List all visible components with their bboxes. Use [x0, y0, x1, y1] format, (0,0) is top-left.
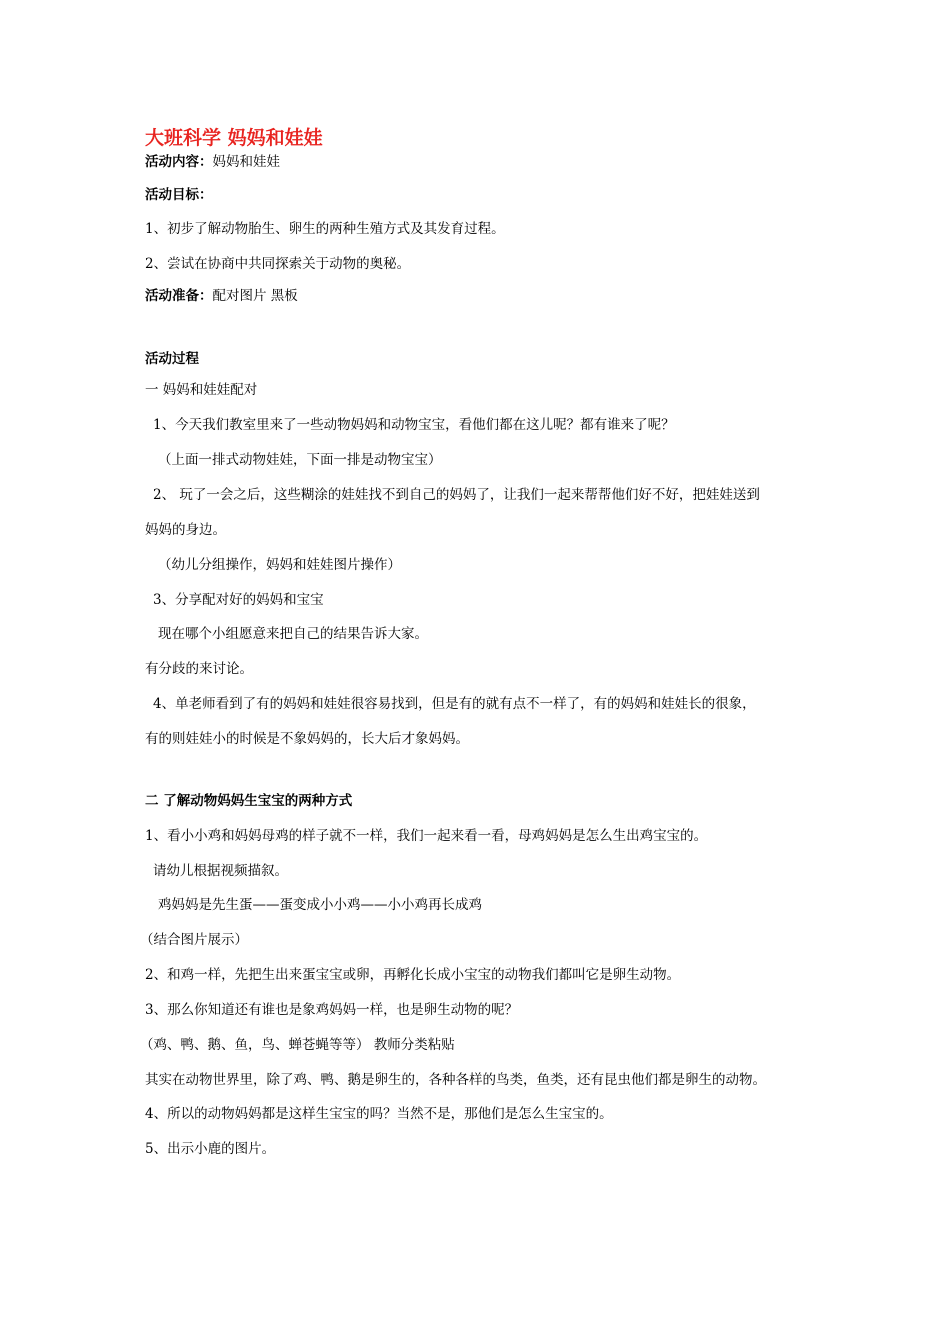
part2-item-3: 3、那么你知道还有谁也是象鸡妈妈一样，也是卵生动物的呢？	[145, 1002, 519, 1018]
part1-item-2: 2、 玩了一会之后，这些糊涂的娃娃找不到自己的妈妈了，让我们一起来帮帮他们好不好，把娃娃送到	[153, 487, 760, 503]
part2-item-1-text: 请幼儿根据视频描叙。	[153, 863, 288, 879]
goal-2: 2、尝试在协商中共同探索关于动物的奥秘。	[145, 256, 411, 272]
part2-item-1: 1、看小小鸡和妈妈母鸡的样子就不一样，我们一起来看一看，母鸡妈妈是怎么生出鸡宝宝的。	[145, 828, 708, 844]
part2-heading: 二 了解动物妈妈生宝宝的两种方式	[145, 793, 353, 809]
content-value: 妈妈和娃娃	[212, 154, 280, 170]
part1-item-3-text: 现在哪个小组愿意来把自己的结果告诉大家。	[158, 626, 428, 642]
part1-item-1: 1、今天我们教室里来了一些动物妈妈和动物宝宝，看他们都在这儿呢？都有谁来了呢？	[153, 417, 675, 433]
content-line	[145, 153, 280, 171]
document-title: 大班科学 妈妈和娃娃	[145, 127, 323, 149]
part2-item-1-sequence: 鸡妈妈是先生蛋——蛋变成小小鸡——小小鸡再长成鸡	[158, 897, 482, 913]
part1-item-3-discuss: 有分歧的来讨论。	[145, 661, 253, 677]
part2-item-2: 2、和鸡一样，先把生出来蛋宝宝或卵，再孵化长成小宝宝的动物我们都叫它是卵生动物。	[145, 967, 681, 983]
part1-item-2-cont: 妈妈的身边。	[145, 522, 226, 538]
part1-item-4-cont: 有的则娃娃小的时候是不象妈妈的，长大后才象妈妈。	[145, 731, 469, 747]
part2-item-3-text: 其实在动物世界里，除了鸡、鸭、鹅是卵生的，各种各样的鸟类，鱼类，还有昆虫他们都是卵生的动物。	[145, 1072, 766, 1088]
part2-item-5: 5、出示小鹿的图片。	[145, 1141, 276, 1157]
content-label: 活动内容：	[145, 154, 213, 170]
prep-label: 活动准备：	[145, 288, 213, 304]
prep-line	[145, 287, 298, 305]
process-label: 活动过程	[145, 351, 199, 367]
part2-item-4: 4、所以的动物妈妈都是这样生宝宝的吗？当然不是，那他们是怎么生宝宝的。	[145, 1106, 613, 1122]
part1-item-2-note: （幼儿分组操作，妈妈和娃娃图片操作）	[158, 557, 401, 573]
part1-heading: 一 妈妈和娃娃配对	[145, 382, 258, 398]
prep-value: 配对图片 黑板	[212, 288, 298, 304]
part1-item-1-note: （上面一排式动物娃娃，下面一排是动物宝宝）	[158, 452, 442, 468]
goal-1: 1、初步了解动物胎生、卵生的两种生殖方式及其发育过程。	[145, 221, 505, 237]
part2-item-1-note: （结合图片展示）	[140, 932, 248, 948]
part1-item-4: 4、单老师看到了有的妈妈和娃娃很容易找到，但是有的就有点不一样了，有的妈妈和娃娃长的很象，	[153, 696, 756, 712]
goals-label: 活动目标：	[145, 187, 213, 203]
part2-item-3-note: （鸡、鸭、鹅、鱼，鸟、蝉苍蝇等等） 教师分类粘贴	[140, 1037, 455, 1053]
part1-item-3: 3、分享配对好的妈妈和宝宝	[153, 592, 324, 608]
